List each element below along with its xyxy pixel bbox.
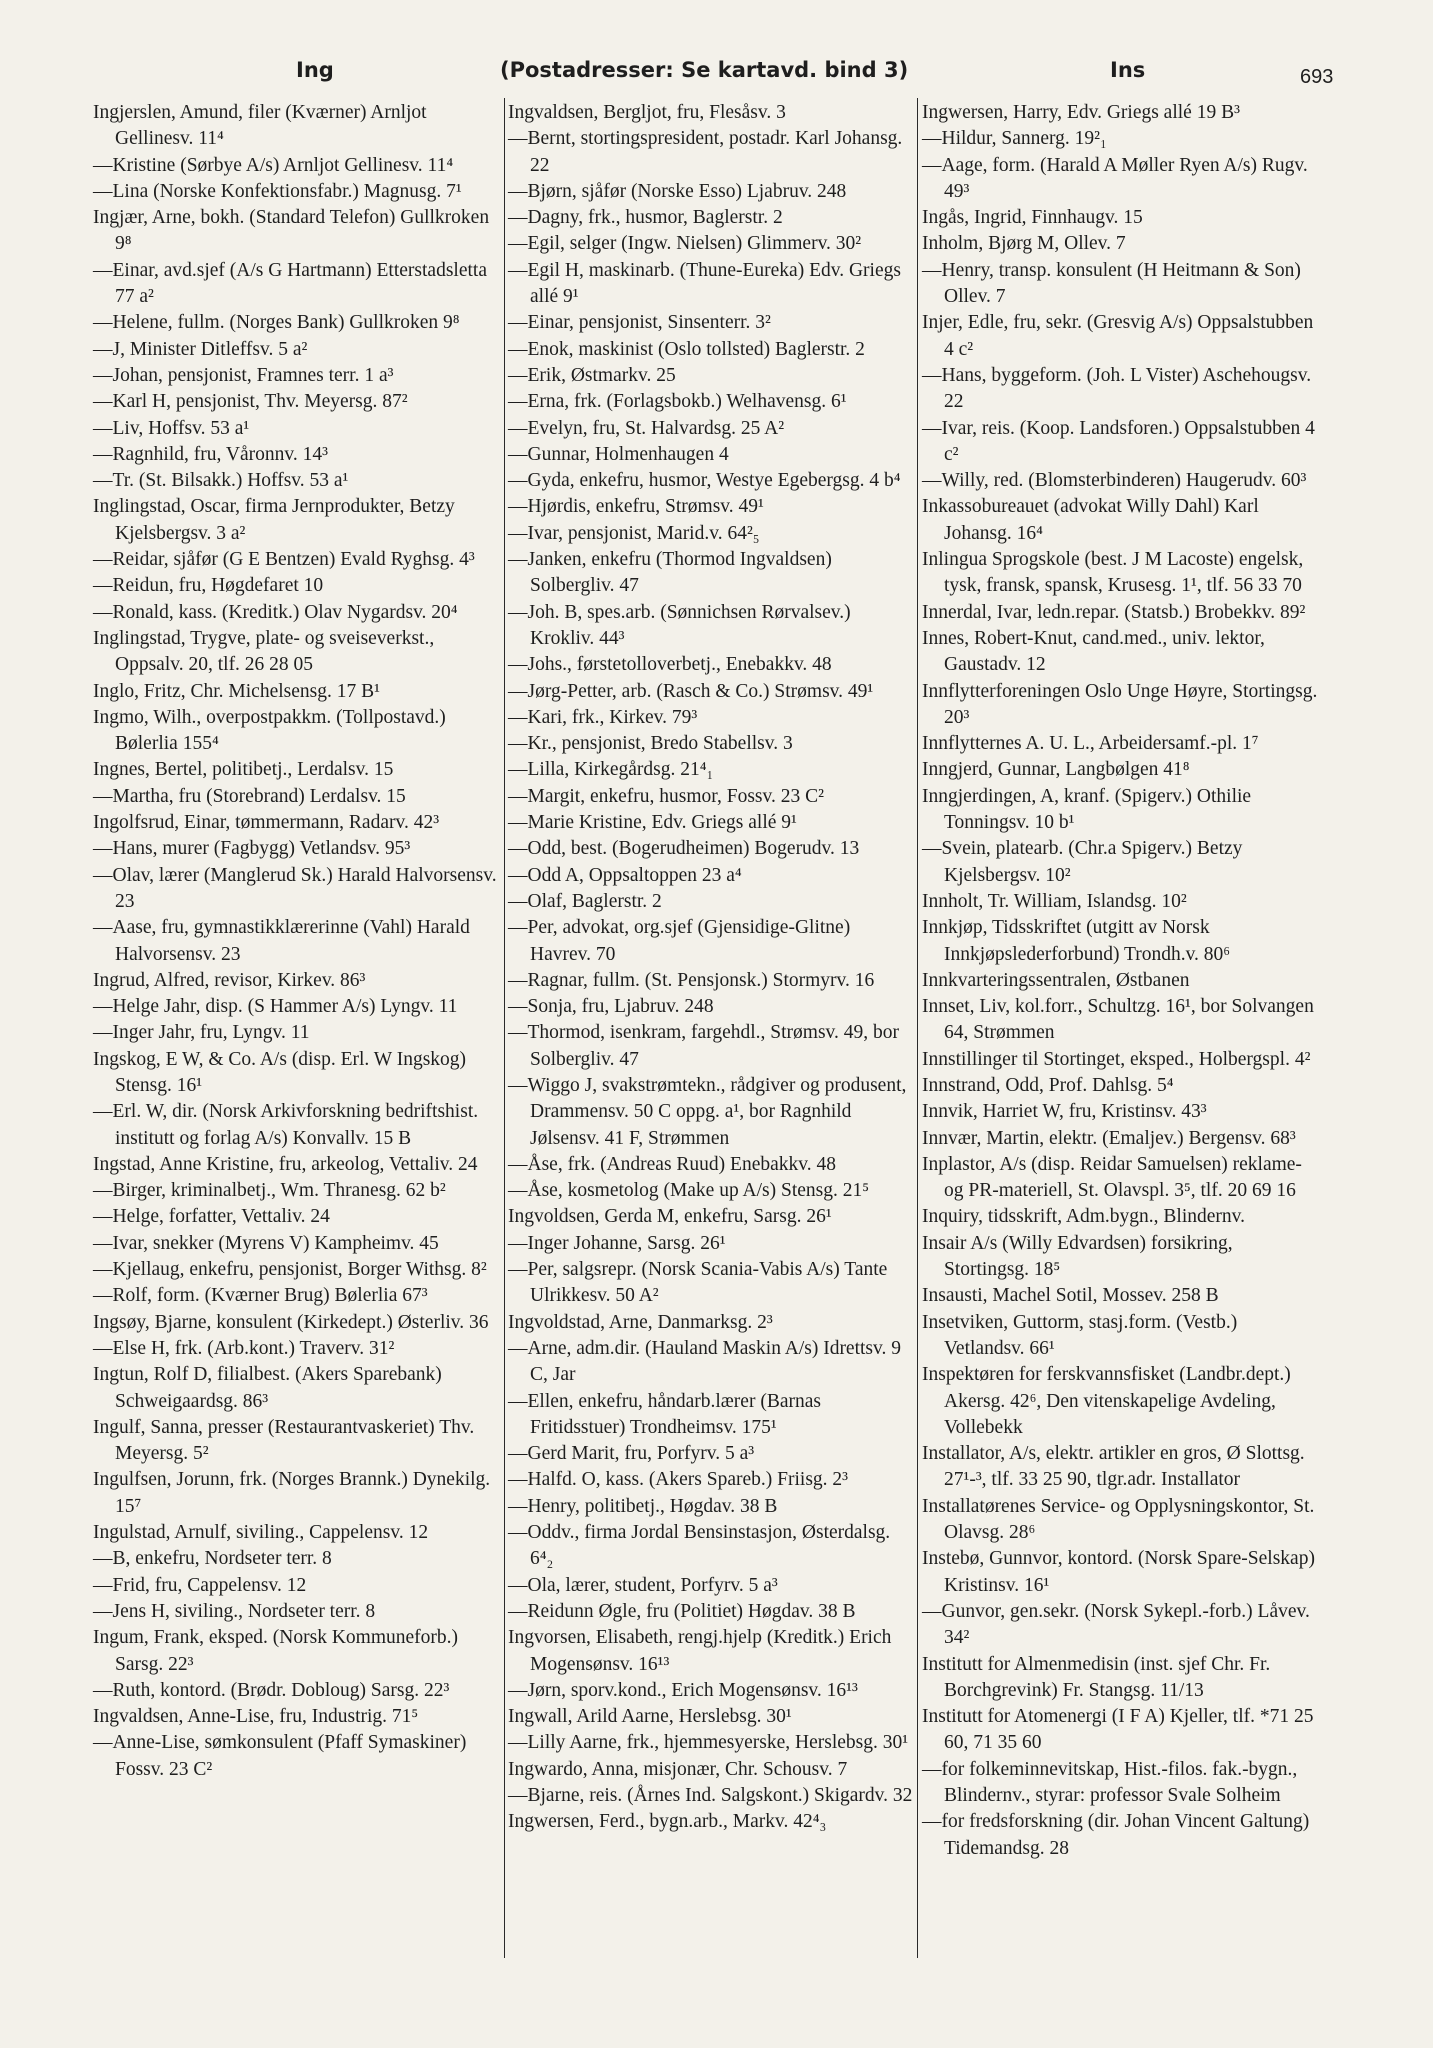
directory-entry: Institutt for Almenmedisin (inst. sjef Chr. Fr. Borchgrevink) Fr. Stangsg. 11/13	[922, 1653, 1271, 1701]
directory-entry: —for folkeminnevitskap, Hist.-filos. fak.-bygn., Blindernv., styrar: professor Svale Solheim	[922, 1758, 1298, 1806]
directory-entry: —Reidar, sjåfør (G E Bentzen) Evald Ryghsg. 4³	[93, 549, 475, 571]
directory-entry: —Ola, lærer, student, Porfyrv. 5 a³	[508, 1574, 778, 1596]
directory-entry: —B, enkefru, Nordseter terr. 8	[93, 1548, 332, 1570]
directory-entry: —Kr., pensjonist, Bredo Stabellsv. 3	[508, 733, 793, 755]
directory-entry: —Helge, forfatter, Vettaliv. 24	[93, 1206, 330, 1228]
directory-entry: Innvær, Martin, elektr. (Emaljev.) Bergensv. 68³	[922, 1127, 1296, 1149]
directory-entry: Injer, Edle, fru, sekr. (Gresvig A/s) Oppsalstubben 4 c²	[922, 312, 1314, 360]
column-divider-1	[504, 98, 505, 1958]
directory-entry: —Bernt, stortingspresident, postadr. Karl Johansg. 22	[508, 128, 903, 176]
directory-entry: —Olav, lærer (Manglerud Sk.) Harald Halvorsensv. 23	[93, 864, 497, 912]
directory-entry: —Inger Jahr, fru, Lyngv. 11	[93, 1022, 310, 1044]
directory-entry: Ingjær, Arne, bokh. (Standard Telefon) Gullkroken 9⁸	[93, 207, 490, 255]
directory-entry: Innkvarteringssentralen, Østbanen	[922, 969, 1190, 991]
directory-entry: Innerdal, Ivar, ledn.repar. (Statsb.) Brobekkv. 89²	[922, 601, 1306, 623]
directory-entry: Ingvaldsen, Bergljot, fru, Flesåsv. 3	[508, 102, 786, 123]
directory-entry: —Bjarne, reis. (Årnes Ind. Salgskont.) Skigardv. 32	[508, 1785, 913, 1806]
directory-entry: —Aage, form. (Harald A Møller Ryen A/s) Rugv. 49³	[922, 154, 1308, 202]
directory-entry: —Ellen, enkefru, håndarb.lærer (Barnas Fritidsstuer) Trondheimsv. 175¹	[508, 1390, 821, 1438]
directory-entry: —Liv, Hoffsv. 53 a¹	[93, 417, 250, 439]
directory-entry: —Margit, enkefru, husmor, Fossv. 23 C²	[508, 785, 824, 807]
directory-entry: Innstillinger til Stortinget, eksped., Holbergspl. 4²	[922, 1048, 1311, 1070]
directory-entry: —Martha, fru (Storebrand) Lerdalsv. 15	[93, 785, 406, 807]
directory-entry: —Hjørdis, enkefru, Strømsv. 49¹	[508, 496, 764, 518]
directory-entry: Ingjerslen, Amund, filer (Kværner) Arnljot Gellinesv. 11⁴	[93, 102, 427, 150]
directory-entry: —Wiggo J, svakstrømtekn., rådgiver og produsent, Drammensv. 50 C oppg. a¹, bor Ragnhild Jølsensv. 41 F, Strømmen	[508, 1074, 907, 1149]
directory-entry: —Ivar, snekker (Myrens V) Kampheimv. 45	[93, 1232, 439, 1254]
directory-entry: Innes, Robert-Knut, cand.med., univ. lektor, Gaustadv. 12	[922, 627, 1265, 676]
directory-entry: —Kristine (Sørbye A/s) Arnljot Gellinesv. 11⁴	[93, 154, 454, 176]
directory-entry: —Rolf, form. (Kværner Brug) Bølerlia 67³	[93, 1285, 428, 1307]
directory-entry: —Einar, avd.sjef (A/s G Hartmann) Etterstadsletta 77 a²	[93, 259, 487, 308]
directory-entry: —Ragnhild, fru, Våronnv. 14³	[93, 443, 328, 465]
directory-entry: Ingwall, Arild Aarne, Herslebsg. 30¹	[508, 1706, 792, 1728]
directory-entry: Inngjerd, Gunnar, Langbølgen 41⁸	[922, 759, 1190, 781]
directory-entry: Inngjerdingen, A, kranf. (Spigerv.) Othilie Tonningsv. 10 b¹	[922, 785, 1252, 834]
directory-entry: —Ivar, reis. (Koop. Landsforen.) Oppsalstubben 4 c²	[922, 417, 1315, 465]
directory-entry: Inquiry, tidsskrift, Adm.bygn., Blindernv.	[922, 1206, 1245, 1228]
directory-entry: Ingulfsen, Jorunn, frk. (Norges Brannk.) Dynekilg. 15⁷	[93, 1469, 491, 1517]
directory-entry: Innflytterforeningen Oslo Unge Høyre, Stortingsg. 20³	[922, 680, 1318, 728]
directory-entry: —Else H, frk. (Arb.kont.) Traverv. 31²	[93, 1337, 395, 1359]
directory-entry: —Reidun, fru, Høgdefaret 10	[93, 575, 324, 597]
directory-entry: —Karl H, pensjonist, Thv. Meyersg. 87²	[93, 391, 408, 413]
directory-entry: —Lilly Aarne, frk., hjemmesyerske, Herslebsg. 30¹	[508, 1732, 909, 1754]
directory-entry: —Birger, kriminalbetj., Wm. Thranesg. 62 b²	[93, 1180, 446, 1202]
header-right-keyword: Ins	[1110, 58, 1146, 82]
column-3	[922, 100, 1322, 1862]
directory-entry: Ingtun, Rolf D, filialbest. (Akers Sparebank) Schweigaardsg. 86³	[93, 1364, 442, 1412]
directory-entry: —Anne-Lise, sømkonsulent (Pfaff Symaskiner) Fossv. 23 C²	[93, 1732, 467, 1780]
page-number: 693	[1300, 66, 1334, 88]
directory-entry: Innset, Liv, kol.forr., Schultzg. 16¹, bor Solvangen 64, Strømmen	[922, 996, 1314, 1044]
directory-entry: Inglingstad, Trygve, plate- og sveiseverkst., Oppsalv. 20, tlf. 26 28 05	[93, 627, 435, 676]
directory-entry: —Sonja, fru, Ljabruv. 248	[508, 996, 714, 1018]
directory-entry: Innvik, Harriet W, fru, Kristinsv. 43³	[922, 1101, 1207, 1123]
header-left-keyword: Ing	[296, 58, 334, 82]
directory-entry: Ingulstad, Arnulf, siviling., Cappelensv. 12	[93, 1522, 429, 1544]
directory-entry: —Johs., førstetolloverbetj., Enebakkv. 48	[508, 654, 832, 676]
directory-entry: Ingvaldsen, Anne-Lise, fru, Industrig. 71⁵	[93, 1706, 419, 1728]
directory-entry: —Svein, platearb. (Chr.a Spigerv.) Betzy Kjelsbergsv. 10²	[922, 838, 1243, 886]
directory-entry: Insair A/s (Willy Edvardsen) forsikring, Stortingsg. 18⁵	[922, 1232, 1233, 1281]
directory-entry: —Gunnar, Holmenhaugen 4	[508, 443, 729, 465]
directory-entry: —Dagny, frk., husmor, Baglerstr. 2	[508, 207, 783, 229]
directory-entry: Ingnes, Bertel, politibetj., Lerdalsv. 15	[93, 759, 394, 781]
directory-entry: Ingås, Ingrid, Finnhaugv. 15	[922, 207, 1143, 229]
column-2	[508, 100, 916, 1836]
directory-entry: Ingum, Frank, eksped. (Norsk Kommuneforb.) Sarsg. 22³	[93, 1627, 459, 1675]
directory-entry: Ingolfsrud, Einar, tømmermann, Radarv. 42³	[93, 812, 440, 834]
directory-entry: —Ragnar, fullm. (St. Pensjonsk.) Stormyrv. 16	[508, 969, 875, 991]
directory-entry: —Åse, frk. (Andreas Ruud) Enebakkv. 48	[508, 1153, 836, 1175]
directory-entry: Instebø, Gunnvor, kontord. (Norsk Spare-Selskap) Kristinsv. 16¹	[922, 1548, 1315, 1596]
directory-entry: Ingmo, Wilh., overpostpakkm. (Tollpostavd.) Bølerlia 155⁴	[93, 706, 446, 755]
directory-entry: —J, Minister Ditleffsv. 5 a²	[93, 338, 308, 360]
directory-entry: —Erik, Østmarkv. 25	[508, 364, 676, 386]
directory-entry: Inplastor, A/s (disp. Reidar Samuelsen) reklame- og PR-materiell, St. Olavspl. 3⁵, tlf. 20 69 16	[922, 1153, 1302, 1202]
directory-entry: —Arne, adm.dir. (Hauland Maskin A/s) Idrettsv. 9 C, Jar	[508, 1337, 901, 1386]
directory-entry: Inkassobureauet (advokat Willy Dahl) Karl Johansg. 16⁴	[922, 496, 1259, 544]
directory-entry: —Egil H, maskinarb. (Thune-Eureka) Edv. Griegs allé 9¹	[508, 259, 901, 308]
directory-entry: Insetviken, Guttorm, stasj.form. (Vestb.) Vetlandsv. 66¹	[922, 1311, 1238, 1359]
directory-entry: —Åse, kosmetolog (Make up A/s) Stensg. 21⁵	[508, 1180, 870, 1202]
directory-entry: —Helge Jahr, disp. (S Hammer A/s) Lyngv. 11	[93, 996, 458, 1018]
directory-entry: —Aase, fru, gymnastikklærerinne (Vahl) Harald Halvorsensv. 23	[93, 917, 470, 965]
directory-entry: Installatørenes Service- og Opplysningskontor, St. Olavsg. 28⁶	[922, 1495, 1315, 1544]
directory-entry: —Per, salgsrepr. (Norsk Scania-Vabis A/s) Tante Ulrikkesv. 50 A²	[508, 1259, 888, 1307]
directory-entry: —Einar, pensjonist, Sinsenterr. 3²	[508, 312, 771, 334]
directory-entry: —Inger Johanne, Sarsg. 26¹	[508, 1232, 726, 1254]
directory-entry: Innstrand, Odd, Prof. Dahlsg. 5⁴	[922, 1074, 1174, 1096]
directory-entry: —Evelyn, fru, St. Halvardsg. 25 A²	[508, 417, 785, 439]
directory-entry: Innkjøp, Tidsskriftet (utgitt av Norsk Innkjøpslederforbund) Trondh.v. 80⁶	[922, 917, 1231, 965]
directory-entry: —Oddv., firma Jordal Bensinstasjon, Østerdalsg. 6⁴₂	[508, 1522, 891, 1570]
directory-entry: Innflytternes A. U. L., Arbeidersamf.-pl. 1⁷	[922, 733, 1259, 755]
directory-entry: —Ronald, kass. (Kreditk.) Olav Nygardsv. 20⁴	[93, 601, 458, 623]
directory-entry: —for fredsforskning (dir. Johan Vincent Galtung) Tidemandsg. 28	[922, 1811, 1310, 1859]
directory-entry: Ingsøy, Bjarne, konsulent (Kirkedept.) Østerliv. 36	[93, 1311, 489, 1333]
directory-entry: —Gyda, enkefru, husmor, Westye Egebergsg. 4 b⁴	[508, 470, 901, 492]
directory-entry: —Tr. (St. Bilsakk.) Hoffsv. 53 a¹	[93, 470, 349, 492]
directory-entry: —Marie Kristine, Edv. Griegs allé 9¹	[508, 812, 797, 834]
directory-entry: —Erna, frk. (Forlagsbokb.) Welhavensg. 6¹	[508, 391, 847, 413]
directory-entry: Institutt for Atomenergi (I F A) Kjeller, tlf. *71 25 60, 71 35 60	[922, 1706, 1314, 1754]
directory-entry: —Jens H, siviling., Nordseter terr. 8	[93, 1600, 376, 1622]
directory-entry: —Odd A, Oppsaltoppen 23 a⁴	[508, 864, 742, 886]
directory-entry: —Willy, red. (Blomsterbinderen) Haugerudv. 60³	[922, 470, 1307, 492]
directory-entry: —Ruth, kontord. (Brødr. Dobloug) Sarsg. 22³	[93, 1679, 450, 1701]
directory-entry: Inspektøren for ferskvannsfisket (Landbr.dept.) Akersg. 42⁶, Den vitenskapelige Avdeling, Vollebekk	[922, 1364, 1291, 1438]
directory-entry: Ingulf, Sanna, presser (Restaurantvaskeriet) Thv. Meyersg. 5²	[93, 1416, 475, 1465]
directory-entry: Installator, A/s, elektr. artikler en gros, Ø Slottsg. 27¹-³, tlf. 33 25 90, tlgr.adr. Installator	[922, 1443, 1305, 1491]
directory-entry: —Halfd. O, kass. (Akers Spareb.) Friisg. 2³	[508, 1469, 849, 1491]
directory-entry: Ingwardo, Anna, misjonær, Chr. Schousv. 7	[508, 1758, 848, 1780]
directory-entry: —Jørn, sporv.kond., Erich Mogensønsv. 16¹³	[508, 1679, 858, 1701]
directory-entry: —Enok, maskinist (Oslo tollsted) Baglerstr. 2	[508, 338, 865, 360]
directory-entry: Ingstad, Anne Kristine, fru, arkeolog, Vettaliv. 24	[93, 1153, 478, 1175]
directory-entry: Ingwersen, Harry, Edv. Griegs allé 19 B³	[922, 102, 1240, 123]
directory-entry: —Lilla, Kirkegårdsg. 21⁴₁	[508, 759, 714, 781]
directory-entry: —Joh. B, spes.arb. (Sønnichsen Rørvalsev.) Krokliv. 44³	[508, 601, 851, 649]
directory-entry: —Hans, byggeform. (Joh. L Vister) Aschehougsv. 22	[922, 364, 1312, 413]
directory-entry: —Hildur, Sannerg. 19²₁	[922, 128, 1107, 150]
directory-entry: Ingvoldstad, Arne, Danmarksg. 2³	[508, 1311, 773, 1333]
directory-entry: Ingskog, E W, & Co. A/s (disp. Erl. W Ingskog) Stensg. 16¹	[93, 1048, 467, 1096]
directory-entry: Insausti, Machel Sotil, Mossev. 258 B	[922, 1285, 1219, 1307]
directory-entry: Inlingua Sprogskole (best. J M Lacoste) engelsk, tysk, fransk, spansk, Krusesg. 1¹, tlf. 56 33 70	[922, 549, 1304, 597]
directory-entry: —Lina (Norske Konfektionsfabr.) Magnusg. 7¹	[93, 180, 462, 202]
directory-entry: —Gunvor, gen.sekr. (Norsk Sykepl.-forb.) Låvev. 34²	[922, 1600, 1310, 1649]
directory-entry: Innholt, Tr. William, Islandsg. 10²	[922, 890, 1187, 912]
directory-entry: —Henry, politibetj., Høgdav. 38 B	[508, 1495, 778, 1517]
directory-entry: —Kjellaug, enkefru, pensjonist, Borger Withsg. 8²	[93, 1259, 487, 1281]
directory-entry: —Bjørn, sjåfør (Norske Esso) Ljabruv. 248	[508, 180, 847, 202]
directory-entry: —Erl. W, dir. (Norsk Arkivforskning bedriftshist. institutt og forlag A/s) Konvallv. 15 B	[93, 1101, 479, 1149]
page-header	[0, 58, 1433, 98]
directory-entry: —Frid, fru, Cappelensv. 12	[93, 1574, 307, 1596]
directory-entry: —Janken, enkefru (Thormod Ingvaldsen) Solbergliv. 47	[508, 549, 832, 597]
directory-entry: —Johan, pensjonist, Framnes terr. 1 a³	[93, 364, 394, 386]
directory-entry: Ingrud, Alfred, revisor, Kirkev. 86³	[93, 969, 366, 991]
directory-entry: —Olaf, Baglerstr. 2	[508, 890, 662, 912]
directory-entry: Inholm, Bjørg M, Ollev. 7	[922, 233, 1126, 255]
directory-entry: Inglo, Fritz, Chr. Michelsensg. 17 B¹	[93, 680, 380, 702]
directory-entry: —Jørg-Petter, arb. (Rasch & Co.) Strømsv. 49¹	[508, 680, 874, 702]
directory-entry: Ingvorsen, Elisabeth, rengj.hjelp (Kreditk.) Erich Mogensønsv. 16¹³	[508, 1627, 892, 1675]
directory-entry: Ingwersen, Ferd., bygn.arb., Markv. 42⁴₃	[508, 1811, 827, 1833]
directory-entry: —Odd, best. (Bogerudheimen) Bogerudv. 13	[508, 838, 860, 860]
directory-entry: Ingvoldsen, Gerda M, enkefru, Sarsg. 26¹	[508, 1206, 832, 1228]
directory-entry: —Ivar, pensjonist, Marid.v. 64²₅	[508, 522, 760, 544]
directory-entry: —Kari, frk., Kirkev. 79³	[508, 706, 698, 728]
directory-entry: —Reidunn Øgle, fru (Politiet) Høgdav. 38 B	[508, 1600, 856, 1622]
column-divider-2	[917, 98, 918, 1958]
directory-entry: —Henry, transp. konsulent (H Heitmann & Son) Ollev. 7	[922, 259, 1301, 308]
directory-entry: —Helene, fullm. (Norges Bank) Gullkroken 9⁸	[93, 312, 460, 334]
directory-entry: —Gerd Marit, fru, Porfyrv. 5 a³	[508, 1443, 755, 1465]
directory-entry: —Per, advokat, org.sjef (Gjensidige-Glitne) Havrev. 70	[508, 917, 851, 965]
directory-entry: —Thormod, isenkram, fargehdl., Strømsv. 49, bor Solbergliv. 47	[508, 1022, 900, 1070]
directory-entry: Inglingstad, Oscar, firma Jernprodukter, Betzy Kjelsbergsv. 3 a²	[93, 496, 455, 544]
directory-entry: —Egil, selger (Ingw. Nielsen) Glimmerv. 30²	[508, 233, 862, 255]
column-1	[93, 100, 501, 1783]
directory-entry: —Hans, murer (Fagbygg) Vetlandsv. 95³	[93, 838, 411, 860]
header-center-note: (Postadresser: Se kartavd. bind 3)	[500, 58, 909, 82]
